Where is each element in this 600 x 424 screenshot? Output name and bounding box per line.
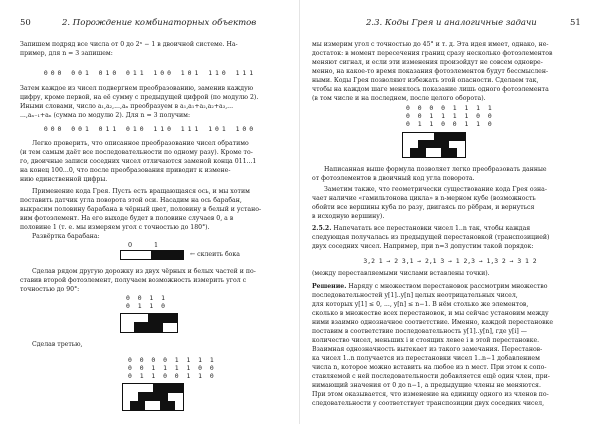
paragraph-line: сколько в множестве всех перестановок, и мы сейчас установим между: [312, 310, 549, 317]
code-matrix-2bit: [126, 294, 167, 310]
matrix-row: 0 1 1 0 0 1 1 0: [406, 120, 494, 129]
running-header: 2. Порождение комбинаторных объектов: [62, 18, 257, 28]
matrix-row: 0 0 1 1 1 1 0 0: [406, 112, 494, 121]
problem-2-5-2: [312, 225, 530, 234]
paragraph-line: мы измерим угол с точностью до 45° и т. д. Эта идея имеет, однако, не-: [312, 41, 549, 48]
paragraph-line: поставить датчик угла поворота этой оси. Насадим на ось барабан,: [20, 197, 242, 204]
paragraph-line: ными. Коды Грея позволяют избежать этой опасности. Сделаем так,: [312, 77, 539, 84]
paragraph-line: следующая получалась из предыдущей перестановкой (транспозицией): [312, 234, 550, 241]
track-black: [138, 392, 168, 401]
paragraph-line: поставим в соответствие последовательность y[1]..y[n], где y[i] —: [312, 328, 527, 335]
paragraph-line: Сделав третью,: [32, 341, 83, 348]
paragraph-line: чает наличие «гамильтонова цикла» в n-мерном кубе (возможность: [312, 195, 536, 202]
paragraph-line: Применение кода Грея. Пусть есть вращающаяся ось, и мы хотим: [32, 188, 250, 195]
paragraph-line: Написанная выше формула позволяет легко преобразовать данные: [324, 166, 547, 173]
paragraph-line: нимающий значения от 0 до n−1, а предыдущие члены не меняются.: [312, 382, 541, 389]
track-black: [134, 322, 163, 332]
matrix-row: 0 0 1 1: [126, 294, 167, 302]
paragraph-line: (между переставляемыми числами вставлены точки).: [312, 270, 490, 277]
paragraph-line: Запишем подряд все числа от 0 до 2ⁿ − 1 в двоичной системе. На-: [20, 41, 238, 48]
code-matrix-3bit: [406, 104, 494, 129]
paragraph-line: следовательности y соответствует транспозиции двух соседних чисел,: [312, 400, 545, 407]
gray-code-row: 000 001 011 010 110 111 101 100: [43, 125, 257, 133]
track-black: [130, 401, 145, 410]
solution-label: Решение.: [312, 283, 347, 290]
page-number: 51: [570, 18, 581, 28]
paragraph-line: Сделав рядом другую дорожку из двух чёрных и белых частей и по-: [32, 268, 256, 275]
drum-label-one: 1: [154, 241, 159, 249]
code-matrix-3bit: [128, 356, 216, 381]
paragraph-line: чтобы на каждом шаге менялось показание лишь одного фотоэлемента: [312, 86, 549, 93]
paragraph-line: на конец 100...0, что после преобразования приводит к измене-: [20, 167, 231, 174]
matrix-row: 0 1 1 0: [126, 302, 167, 311]
paragraph-line: ставив второй фотоэлемент, получаем возможность измерить угол с: [20, 277, 247, 284]
drum-label-zero: 0: [128, 241, 133, 249]
paragraph-line: го, двоичные записи соседних чисел отличаются заменой конца 011...1: [20, 158, 257, 165]
matrix-row: 0 0 0 0 1 1 1 1: [406, 104, 494, 112]
page-number: 50: [20, 18, 31, 28]
paragraph-line: пример, для n = 3 запишем:: [20, 50, 113, 57]
paragraph-line: Иными словами, число a₁,a₂,...,aₙ преобразуем в a₁,a₁+a₂,a₂+a₃,...: [20, 103, 234, 110]
paragraph-line: выкрасим половину барабана в чёрный цвет, половину в белый и устано-: [20, 206, 262, 213]
paragraph-line: Затем каждое из чисел подвергнем преобразованию, заменив каждую: [20, 85, 254, 92]
matrix-row: 0 0 1 1 1 1 0 0: [128, 364, 216, 373]
paragraph-line: точностью до 90°:: [20, 286, 80, 293]
problem-number: 2.5.2.: [312, 225, 332, 232]
track-black: [160, 401, 175, 410]
paragraph-line: половине 1 (т. е. мы измеряем угол с точностью до 180°).: [20, 224, 210, 231]
running-header: 2.3. Коды Грея и аналогичные задачи: [366, 18, 537, 28]
paragraph-line: меняют сигнал, и если эти изменения произойдут не совсем одновре-: [312, 59, 543, 66]
solution-line: [312, 283, 547, 292]
matrix-row: 0 1 1 0 0 1 1 0: [128, 372, 216, 381]
right-page: [300, 0, 600, 424]
paragraph-line: Наряду с множеством перестановок рассмотрим множество: [348, 283, 548, 290]
drum-black-half: [151, 250, 183, 260]
paragraph-line: от фотоэлементов в двоичный код угла поворота.: [312, 175, 475, 182]
paragraph-line: цифру, кроме первой, на её сумму с предыдущей цифрой (по модулю 2).: [20, 94, 259, 101]
paragraph-line: для которых y[1] ≤ 0, ..., y[n] ≤ n−1. В нём столько же элементов,: [312, 301, 529, 308]
paragraph-line: Легко проверить, что описанное преобразование чисел обратимо: [32, 140, 249, 147]
paragraph-line: количество чисел, меньших i и стоящих левее i в этой перестановке.: [312, 337, 540, 344]
matrix-row: 0 0 0 0 1 1 1 1: [128, 356, 216, 364]
paragraph-line: в исходную вершину).: [312, 213, 385, 220]
paragraph-line: ними взаимно однозначное соответствие. Именно, каждой перестановке: [312, 319, 554, 326]
paragraph-line: последовательностей y[1]..y[n] целых неотрицательных чисел,: [312, 292, 518, 299]
paragraph-line: обойти все вершины куба по разу, двигаясь по рёбрам, и вернуться: [312, 204, 535, 211]
track-black: [418, 140, 449, 148]
paragraph-line: ка чисел 1..n получается из перестановки чисел 1..n−1 добавлением: [312, 355, 540, 362]
paragraph-line: менно, на какое-то время показания фотоэлементов будут бессмыслен-: [312, 68, 549, 75]
track-black: [410, 148, 426, 157]
paragraph-line: ставляемой с ней последовательности добавляется ещё один член, при-: [312, 373, 550, 380]
paragraph-line: Взаимная однозначность вытекает из такого замечания. Перестанов-: [312, 346, 543, 353]
binary-row: 000 001 010 011 100 101 110 111: [43, 69, 257, 77]
track-black: [441, 148, 457, 157]
paragraph-line: нию единственной цифры.: [20, 176, 108, 183]
paragraph-line: (в том числе и на последнем, после целого оборота).: [312, 95, 486, 102]
paragraph-line: Развёртка барабана:: [32, 233, 100, 240]
paragraph-line: Напечатать все перестановки чисел 1..n так, чтобы каждая: [333, 225, 531, 232]
paragraph-line: При этом оказывается, что изменение на единицу одного из членов по-: [312, 391, 549, 398]
paragraph-line: вим фотоэлемент. На его выходе будет в половине случаев 0, а в: [20, 215, 234, 222]
permutation-sequence: 3,2 1 → 2 3,1 → 2,1 3 → 1 2,3 → 1,3 2 → 3 1 2: [363, 257, 537, 265]
paragraph-line: Заметим также, что геометрически существование кода Грея озна-: [324, 186, 547, 193]
paragraph-line: (и тем самым даёт все последовательности по одному разу). Кроме то-: [20, 149, 253, 156]
paragraph-line: двух соседних чисел. Например, при n=3 допустим такой порядок:: [312, 243, 534, 250]
paragraph-line: ...,aₙ₋₁+aₙ (сумма по модулю 2). Для n = 3 получим:: [20, 112, 191, 119]
paragraph-line: достаток: в момент пересечения границ сразу несколько фотоэлементов: [312, 50, 553, 57]
glue-note: ← склеить бока: [190, 251, 240, 258]
paragraph-line: числа n, которое можно вставить на любое из n мест. При этом к сопо-: [312, 364, 547, 371]
